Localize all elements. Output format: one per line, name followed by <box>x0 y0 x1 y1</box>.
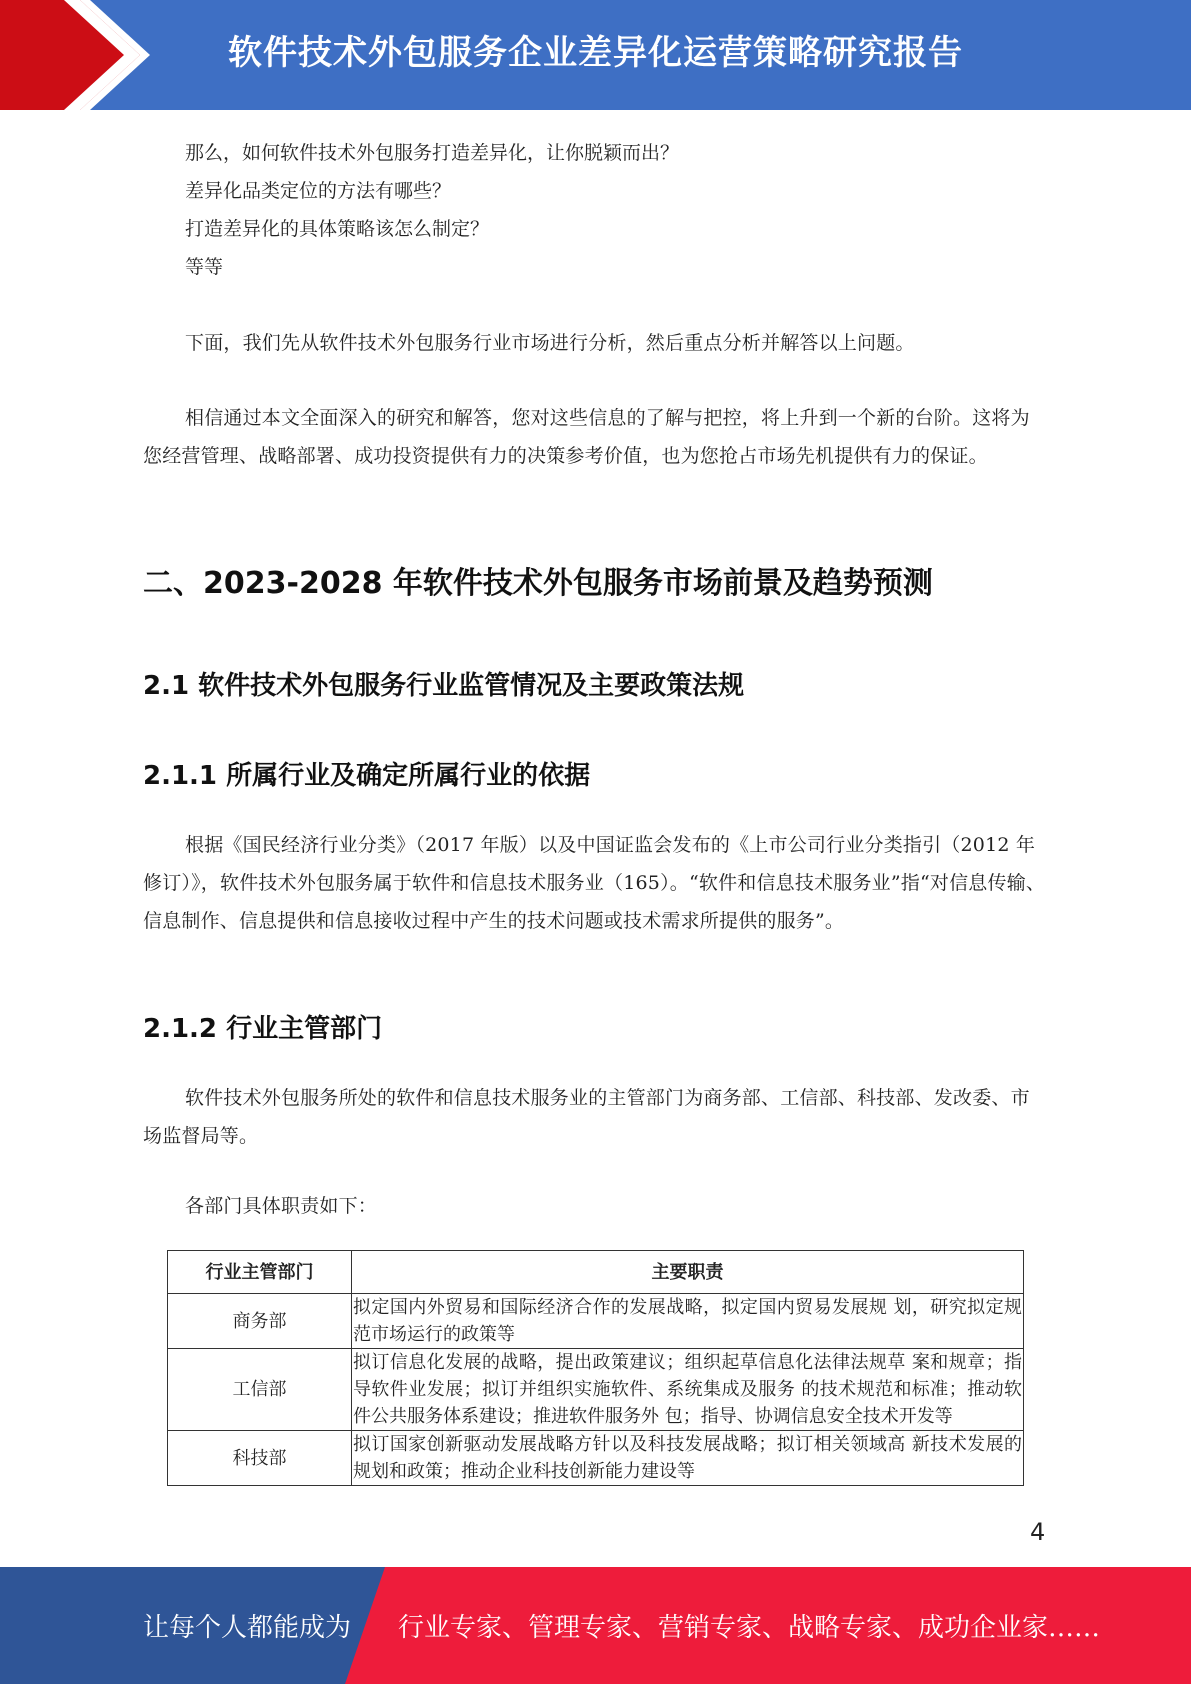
intro-paragraph: 下面，我们先从软件技术外包服务行业市场进行分析，然后重点分析并解答以上问题。 <box>185 332 915 354</box>
intro-paragraph: 相信通过本文全面深入的研究和解答，您对这些信息的了解与把控，将上升到一个新的台阶。这将为您经营管理、战略部署、成功投资提供有力的决策参考价值，也为您抢占市场先机提供有力的保证。 <box>143 407 1030 467</box>
table-row <box>168 1349 1024 1431</box>
body-paragraph: 各部门具体职责如下： <box>185 1195 378 1217</box>
body-paragraph: 软件技术外包服务所处的软件和信息技术服务业的主管部门为商务部、工信部、科技部、发改委、市场监督局等。 <box>143 1087 1030 1147</box>
department-cell: 科技部 <box>168 1431 352 1486</box>
page-footer <box>0 1567 1191 1684</box>
column-header: 行业主管部门 <box>168 1251 352 1294</box>
footer-slogan-left: 让每个人都能成为 <box>143 1613 352 1643</box>
subsection-heading: 2.1 软件技术外包服务行业监管情况及主要政策法规 <box>143 671 745 701</box>
table-row <box>168 1431 1024 1486</box>
department-cell: 商务部 <box>168 1294 352 1349</box>
section-heading: 二、2023-2028 年软件技术外包服务市场前景及趋势预测 <box>143 566 933 601</box>
intro-question: 等等 <box>185 256 224 278</box>
page-number: 4 <box>1030 1518 1046 1546</box>
table-header-row <box>168 1251 1024 1294</box>
department-cell: 工信部 <box>168 1349 352 1431</box>
subsection-heading: 2.1.2 行业主管部门 <box>143 1014 383 1044</box>
department-duties-table <box>167 1250 1024 1486</box>
duty-cell: 拟订国家创新驱动发展战略方针以及科技发展战略；拟订相关领域高 新技术发展的规划和政策；推动企业科技创新能力建设等 <box>352 1431 1024 1486</box>
footer-slogan-right: 行业专家、管理专家、营销专家、战略专家、成功企业家…… <box>398 1613 1101 1643</box>
table-row <box>168 1294 1024 1349</box>
body-paragraph: 根据《国民经济行业分类》（2017 年版）以及中国证监会发布的《上市公司行业分类指引（2012 年修订）》，软件技术外包服务属于软件和信息技术服务业（165）。“软件和信息技术服务业”指“对信息传输、信息制作、信息提供和信息接收过程中产生的技术问题或技术需求所提供的服务”。 <box>143 834 1046 932</box>
duty-cell: 拟订信息化发展的战略，提出政策建议；组织起草信息化法律法规草 案和规章；指导软件业发展；拟订并组织实施软件、系统集成及服务 的技术规范和标准；推动软件公共服务体系建设；推进软件服务外 包；指导、协调信息安全技术开发等 <box>352 1349 1024 1431</box>
column-header: 主要职责 <box>352 1251 1024 1294</box>
page-header <box>0 0 1191 110</box>
subsection-heading: 2.1.1 所属行业及确定所属行业的依据 <box>143 761 591 791</box>
report-title: 软件技术外包服务企业差异化运营策略研究报告 <box>228 33 963 73</box>
intro-question: 那么，如何软件技术外包服务打造差异化，让你脱颖而出？ <box>185 142 680 164</box>
intro-question: 差异化品类定位的方法有哪些？ <box>185 180 452 202</box>
intro-question: 打造差异化的具体策略该怎么制定？ <box>185 218 490 240</box>
duty-cell: 拟定国内外贸易和国际经济合作的发展战略，拟定国内贸易发展规 划，研究拟定规范市场运行的政策等 <box>352 1294 1024 1349</box>
